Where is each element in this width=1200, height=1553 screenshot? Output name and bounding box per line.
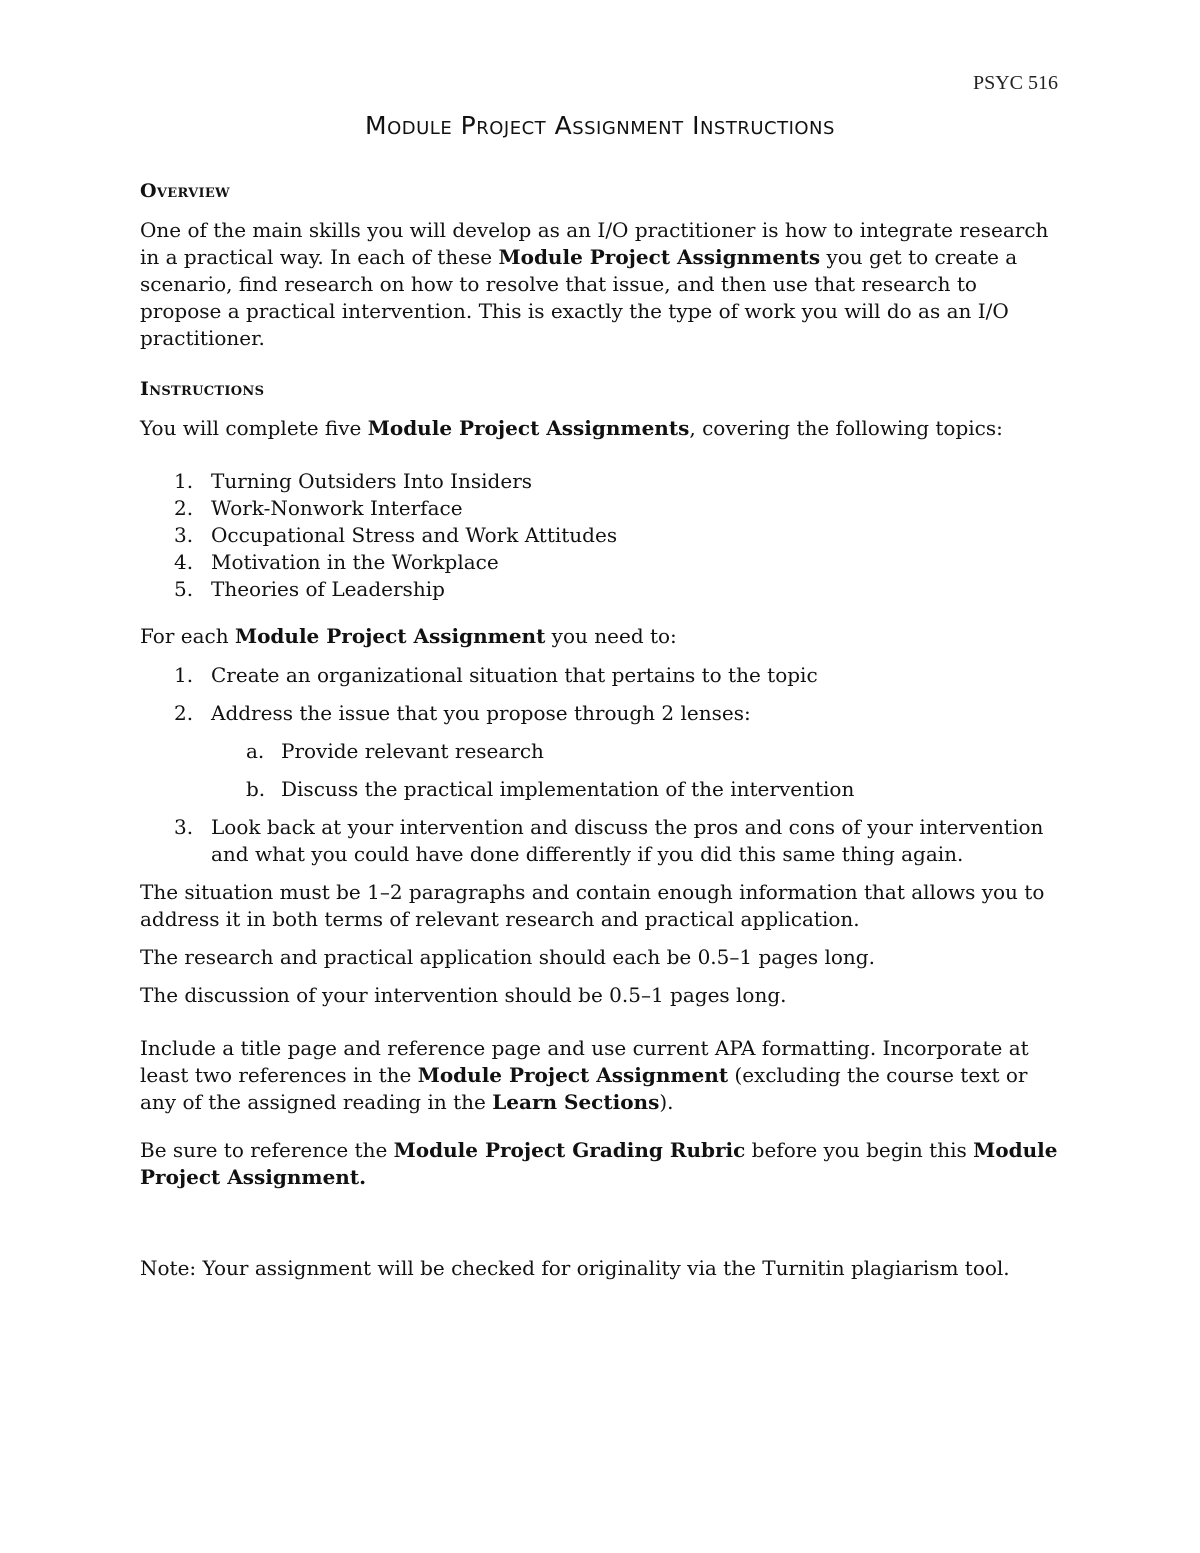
list-text: Look back at your intervention and discuss the pros and cons of your intervention and what you could have done differently if you did this same thing again. [211,815,1044,866]
sub-list-item [140,738,1060,765]
overview-paragraph [140,217,1060,352]
instructions-intro [140,415,1060,442]
overview-heading: Overview [140,180,230,202]
list-item [140,814,1060,868]
list-number: 4. [174,550,194,574]
list-text: Create an organizational situation that pertains to the topic [211,663,818,687]
each-assignment-paragraph [140,623,1060,650]
sure-pre: Be sure to reference the [140,1138,394,1162]
list-text: Discuss the practical implementation of the intervention [281,777,855,801]
include-bold-1: Module Project Assignment [417,1063,729,1087]
each-post: you need to: [545,624,677,648]
include-mid: (excluding the course text or any of the assigned reading in the [140,1063,1028,1114]
include-bold-2: Learn Sections [492,1090,660,1114]
list-item [140,700,1060,727]
list-text: Address the issue that you propose through 2 lenses: [211,701,751,725]
list-text: Motivation in the Workplace [211,550,499,574]
steps-list [140,662,1060,868]
list-text: Turning Outsiders Into Insiders [211,469,533,493]
course-code: PSYC 516 [972,72,1058,94]
instructions-heading: Instructions [140,378,265,400]
overview-text: One of the main skills you will develop as an I/O practitioner is how to integrate research in a practical way. In each of these [140,218,1049,269]
sure-bold-1: Module Project Grading Rubric [393,1138,746,1162]
rubric-paragraph [140,1137,1060,1191]
list-item [140,549,1060,576]
note-paragraph: Note: Your assignment will be checked for originality via the Turnitin plagiarism tool. [140,1256,1010,1280]
list-item [140,576,1060,603]
situation-paragraph: The situation must be 1–2 paragraphs and contain enough information that allows you to address it in both terms of relevant research and practical application. [140,880,1045,931]
topics-list [140,468,1060,603]
sure-bold-2: Module Project Assignment. [140,1138,1058,1189]
list-letter: b. [246,777,266,801]
include-post: ). [659,1090,674,1114]
instructions-intro-bold: Module Project Assignments [367,416,690,440]
list-item [140,522,1060,549]
list-letter: a. [246,739,265,763]
instructions-intro-pre: You will complete five [140,416,368,440]
discussion-paragraph: The discussion of your intervention should be 0.5–1 pages long. [140,983,787,1007]
sure-mid: before you begin this [745,1138,974,1162]
list-number: 2. [174,701,194,725]
list-number: 5. [174,577,194,601]
list-item [140,662,1060,689]
list-number: 1. [174,663,194,687]
page-title: Module Project Assignment Instructions [365,111,835,140]
list-text: Occupational Stress and Work Attitudes [211,523,618,547]
list-text: Work-Nonwork Interface [211,496,463,520]
list-text: Provide relevant research [281,739,544,763]
list-item [140,495,1060,522]
sub-list-item [140,776,1060,803]
include-pre: Include a title page and reference page and use current APA formatting. Incorporate at least two references in the [140,1036,1029,1087]
list-text: Theories of Leadership [211,577,445,601]
instructions-intro-post: , covering the following topics: [689,416,1003,440]
length-paragraph: The research and practical application should each be 0.5–1 pages long. [140,945,875,969]
list-number: 2. [174,496,194,520]
overview-text-rest: you get to create a scenario, find research on how to resolve that issue, and then use that research to propose a practical intervention. This is exactly the type of work you will do as an I/O practitioner. [140,245,1018,350]
overview-bold: Module Project Assignments [498,245,821,269]
each-pre: For each [140,624,235,648]
document-body [140,178,1060,1282]
list-number: 3. [174,523,194,547]
list-item [140,468,1060,495]
list-number: 1. [174,469,194,493]
each-bold: Module Project Assignment [234,624,546,648]
list-number: 3. [174,815,194,839]
include-paragraph [140,1035,1060,1116]
